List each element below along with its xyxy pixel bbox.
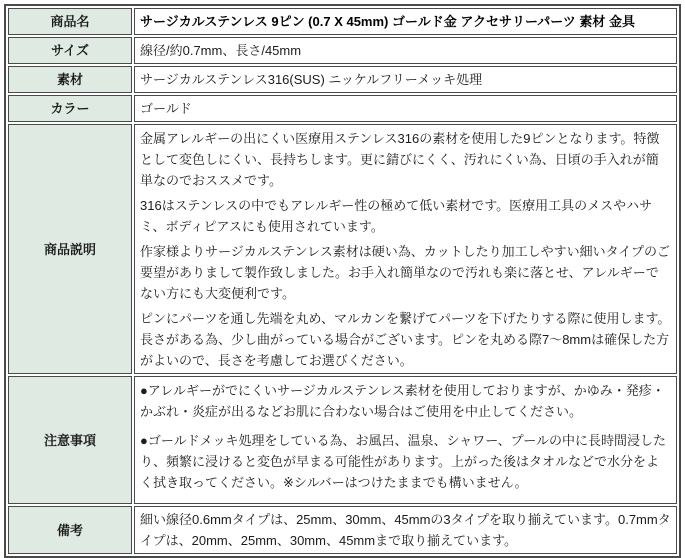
description-paragraph: ピンにパーツを通し先端を丸め、マルカンを繋げてパーツを下げたりする際に使用します。長さがある為、少し曲がっている場合がございます。ピンを丸める際7～8mmは確保した方がよいので、長さを考慮してお選びください。 <box>140 311 671 368</box>
row-header-note: 備考 <box>8 506 132 554</box>
note-value: 細い線径0.6mmタイプは、25mm、30mm、45mmの3タイプを取り揃えています。0.7mmタイプは、20mm、25mm、30mm、45mmまで取り揃えています。 <box>134 506 677 554</box>
table-row-product-name <box>8 8 677 35</box>
table-row-description <box>8 124 677 374</box>
description-paragraph: 316はステンレスの中でもアレルギー性の極めて低い素材です。医療用工具のメスやハサミ、ボディピアスにも使用されています。 <box>140 198 653 234</box>
description-paragraph: 金属アレルギーの出にくい医療用ステンレス316の素材を使用した9ピンとなります。特徴として変色しにくい、長持ちします。更に錆びにくく、汚れにくい為、日頃の手入れが簡単なのでおススメです。 <box>140 131 660 188</box>
row-header-description: 商品説明 <box>8 124 132 374</box>
product-name-value: サージカルステンレス 9ピン (0.7 X 45mm) ゴールド金 アクセサリーパーツ 素材 金具 <box>134 8 677 35</box>
table-row-material <box>8 66 677 93</box>
row-header-material: 素材 <box>8 66 132 93</box>
product-spec-table <box>4 4 681 558</box>
caution-paragraph: ●アレルギーがでにくいサージカルステンレス素材を使用しておりますが、かゆみ・発疹・かぶれ・炎症が出るなどお肌に合わない場合はご使用を中止してください。 <box>140 383 665 419</box>
material-value: サージカルステンレス316(SUS) ニッケルフリーメッキ処理 <box>134 66 677 93</box>
table-row-caution <box>8 376 677 504</box>
size-value: 線径/約0.7mm、長さ/45mm <box>134 37 677 64</box>
table-row-color <box>8 95 677 122</box>
description-value <box>134 124 677 374</box>
row-header-color: カラー <box>8 95 132 122</box>
description-paragraph: 作家様よりサージカルステンレス素材は硬い為、カットしたり加工しやすい細いタイプのご要望がありまして製作致しました。お手入れ簡単なので汚れも楽に落とせ、アレルギーでない方にも大変便利です。 <box>140 244 670 301</box>
color-value: ゴールド <box>134 95 677 122</box>
caution-value <box>134 376 677 504</box>
table-row-size <box>8 37 677 64</box>
row-header-product-name: 商品名 <box>8 8 132 35</box>
caution-paragraph: ●ゴールドメッキ処理をしている為、お風呂、温泉、シャワー、プールの中に長時間浸したり、頻繁に浸けると変色が早まる可能性があります。上がった後はタオルなどで水分をよく拭き取ってください。※シルバーはつけたままでも構いません。 <box>140 433 667 490</box>
row-header-caution: 注意事項 <box>8 376 132 504</box>
row-header-size: サイズ <box>8 37 132 64</box>
table-row-note <box>8 506 677 554</box>
